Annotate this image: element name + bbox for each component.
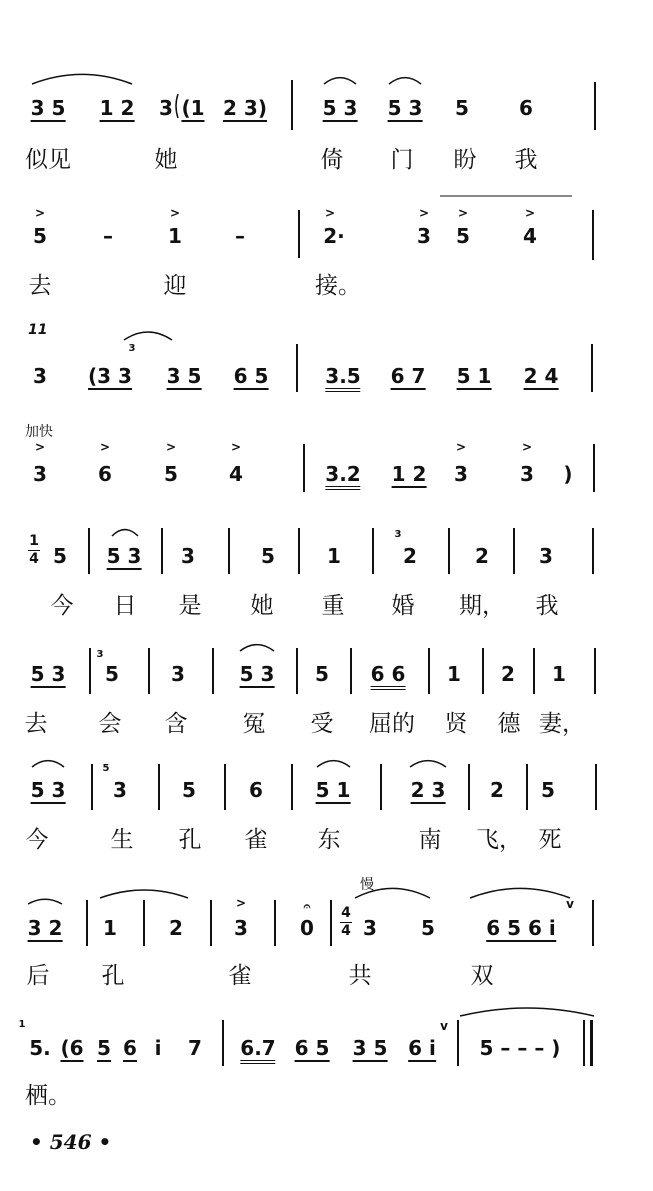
- slur: [317, 761, 350, 767]
- note: 4: [229, 462, 243, 486]
- note-group: 5 – – – ): [479, 1036, 561, 1060]
- note-group: 5 3: [387, 96, 423, 120]
- lyric: 迎: [163, 273, 187, 299]
- note: 5: [53, 544, 67, 568]
- lyric: 去: [28, 273, 52, 299]
- note: 2: [501, 662, 515, 686]
- note: 2: [490, 778, 504, 802]
- note-group: 3 5: [352, 1036, 388, 1060]
- note-group: 5 3: [30, 778, 66, 802]
- bar-line: [210, 900, 212, 946]
- lyric: 共: [348, 963, 372, 989]
- lyric: 雀: [228, 963, 252, 989]
- lyric: 死: [538, 827, 562, 853]
- time-signature: 1 4: [29, 533, 39, 567]
- slur: [389, 78, 421, 84]
- tempo-mark: 加快: [25, 424, 53, 440]
- accent-mark: >: [235, 896, 247, 910]
- slur: [240, 645, 274, 651]
- note: 0: [300, 916, 314, 940]
- lyric: 含: [164, 711, 188, 737]
- accent-mark: >: [165, 440, 177, 454]
- bar-line: [482, 648, 484, 694]
- breath-mark: v: [440, 1019, 448, 1033]
- lyric: 接。: [315, 273, 361, 299]
- lyric: 期，: [459, 593, 505, 619]
- lyric: 门: [390, 147, 414, 173]
- note-group: 3.2: [325, 462, 360, 490]
- final-bar-line: [590, 1020, 593, 1066]
- bar-line: [526, 764, 528, 810]
- rehearsal-mark: 11: [28, 322, 48, 338]
- bar-line: [592, 210, 594, 260]
- note: 3: [520, 462, 534, 486]
- note: 5: [541, 778, 555, 802]
- note: 3: [417, 224, 431, 248]
- slur: [112, 530, 138, 536]
- bar-line: [158, 764, 160, 810]
- bar-line: [592, 900, 594, 946]
- lyric: 她: [154, 147, 178, 173]
- note: 3: [181, 544, 195, 568]
- grace-note: 1: [18, 1019, 26, 1030]
- lyric: 屈的: [369, 711, 415, 737]
- accent-mark: >: [418, 206, 430, 220]
- bar-line: [298, 210, 300, 258]
- note-group: 6 5: [294, 1036, 330, 1060]
- bar-line: [513, 528, 515, 574]
- note-group: 6 6: [371, 662, 406, 690]
- lyric: 去: [24, 711, 48, 737]
- lyric: 后: [26, 963, 50, 989]
- note-group: 5 3: [106, 544, 142, 568]
- bar-line: [88, 528, 90, 574]
- note-group: 6.7: [240, 1036, 275, 1064]
- note: 5: [33, 224, 47, 248]
- note: 5: [421, 916, 435, 940]
- note: 3: [539, 544, 553, 568]
- note-group: 3.5: [325, 364, 360, 392]
- note-group: 1 2: [391, 462, 427, 486]
- accent-mark: >: [457, 206, 469, 220]
- slur: [124, 332, 172, 340]
- lyric: 重: [321, 593, 345, 619]
- bar-line: [212, 648, 214, 694]
- bar-line: [330, 900, 332, 946]
- bar-line: [583, 1020, 585, 1066]
- bar-line: [296, 648, 298, 694]
- bar-line: [350, 648, 352, 694]
- note: 5.: [29, 1036, 51, 1060]
- note: 7: [188, 1036, 202, 1060]
- note: 3: [234, 916, 248, 940]
- note: 5: [455, 96, 469, 120]
- note: 1: [168, 224, 182, 248]
- bar-line: [468, 764, 470, 810]
- lyric: 生: [110, 827, 134, 853]
- bar-line: [291, 80, 293, 130]
- note: 1: [103, 916, 117, 940]
- bar-line: [161, 528, 163, 574]
- accent-mark: >: [455, 440, 467, 454]
- bar-line: [457, 1020, 459, 1066]
- note-group: 5 3: [239, 662, 275, 686]
- bar-line: [228, 528, 230, 574]
- note-group: 6 5: [233, 364, 269, 388]
- note-group: 6 5 6 i: [486, 916, 556, 940]
- lyric: 我: [535, 593, 559, 619]
- lyric: 她: [250, 593, 274, 619]
- lyric: 倚: [320, 147, 344, 173]
- note: 6: [123, 1036, 137, 1060]
- slur: [100, 890, 188, 898]
- lyric: 是: [178, 593, 202, 619]
- lyric: 孔: [101, 963, 125, 989]
- note: i: [154, 1036, 162, 1060]
- bar-line: [595, 764, 597, 810]
- note: 6: [98, 462, 112, 486]
- note-group: 3 5: [30, 96, 66, 120]
- bar-line: [86, 900, 88, 946]
- bar-line: [291, 764, 293, 810]
- note-group: 1 2: [99, 96, 135, 120]
- note: 5: [261, 544, 275, 568]
- lyric: 冤: [242, 711, 266, 737]
- accent-mark: >: [524, 206, 536, 220]
- grace-note: 3: [394, 529, 402, 540]
- bar-line: [380, 764, 382, 810]
- bar-line: [448, 528, 450, 574]
- note-group: 6 7: [390, 364, 426, 388]
- accent-mark: >: [169, 206, 181, 220]
- lyric: 德: [497, 711, 521, 737]
- lyric: 会: [98, 711, 122, 737]
- bar-line: [143, 900, 145, 946]
- note: 3: [171, 662, 185, 686]
- note: 1: [552, 662, 566, 686]
- close-paren: ): [563, 462, 573, 486]
- lyric: 雀: [244, 827, 268, 853]
- note: 6: [249, 778, 263, 802]
- note: 5: [97, 1036, 111, 1060]
- lyric: 栖。: [25, 1083, 71, 1109]
- note-group: 2 4: [523, 364, 559, 388]
- note: 4: [523, 224, 537, 248]
- note: (1: [181, 96, 205, 120]
- slur: [410, 761, 446, 767]
- dash: –: [103, 224, 113, 248]
- grace-note: 3: [128, 343, 136, 354]
- note: 2: [169, 916, 183, 940]
- note: 2: [475, 544, 489, 568]
- note-group: 3 2: [27, 916, 63, 940]
- note: 6: [519, 96, 533, 120]
- bar-line: [372, 528, 374, 574]
- note: 1: [447, 662, 461, 686]
- note: 3: [159, 96, 173, 120]
- lyric: 婚: [391, 593, 415, 619]
- lyric: 日: [113, 593, 137, 619]
- lyric: 双: [470, 963, 494, 989]
- lyric: 似见: [25, 147, 71, 173]
- note: 3: [454, 462, 468, 486]
- bar-line: [274, 900, 276, 946]
- bar-line: [593, 444, 595, 492]
- bar-line: [594, 648, 596, 694]
- lyric: 今: [50, 593, 74, 619]
- slur: [324, 78, 356, 84]
- bar-line: [91, 764, 93, 810]
- lyric: 孔: [178, 827, 202, 853]
- accent-mark: >: [230, 440, 242, 454]
- note: 3: [33, 364, 47, 388]
- lyric: 东: [317, 827, 341, 853]
- note: (6: [60, 1036, 84, 1060]
- grace-note: 5: [102, 763, 110, 774]
- slur: [32, 761, 64, 767]
- note: 5: [315, 662, 329, 686]
- bar-line: [428, 648, 430, 694]
- note-group: 5 1: [456, 364, 492, 388]
- bar-line: [592, 528, 594, 574]
- bar-line: [222, 1020, 224, 1066]
- slur: [28, 899, 62, 904]
- note: 3: [113, 778, 127, 802]
- note-group: 2 3): [223, 96, 267, 120]
- accent-mark: >: [99, 440, 111, 454]
- note: 2·: [323, 224, 345, 248]
- note-group: 3 5: [166, 364, 202, 388]
- bar-line: [591, 344, 593, 392]
- note: 5: [105, 662, 119, 686]
- dash: –: [235, 224, 245, 248]
- note-group: 5 1: [315, 778, 351, 802]
- lyric: 我: [514, 147, 538, 173]
- breath-mark: v: [566, 897, 574, 911]
- bar-line: [89, 648, 91, 694]
- note: 3: [363, 916, 377, 940]
- page-number: • 546 •: [30, 1130, 112, 1154]
- fermata: 𝄐: [303, 899, 311, 913]
- note-group: (3 3: [88, 364, 132, 388]
- bar-line: [303, 444, 305, 492]
- slur: [460, 1008, 594, 1016]
- note-group: 5 3: [30, 662, 66, 686]
- lyric: 盼: [453, 147, 477, 173]
- note: 5: [456, 224, 470, 248]
- accent-mark: >: [521, 440, 533, 454]
- note: 5: [164, 462, 178, 486]
- note: 1: [327, 544, 341, 568]
- bar-line: [298, 528, 300, 574]
- bar-line: [224, 764, 226, 810]
- bar-line: [296, 344, 298, 392]
- note: 5: [182, 778, 196, 802]
- note-group: 6 i: [408, 1036, 436, 1060]
- lyric: 今: [25, 827, 49, 853]
- lyric: 南: [418, 827, 442, 853]
- lyric: 飞，: [476, 827, 522, 853]
- lyric: 妻，: [539, 711, 585, 737]
- slur: [32, 74, 132, 84]
- lyric: 受: [310, 711, 334, 737]
- bar-line: [533, 648, 535, 694]
- paren-stroke: [176, 94, 178, 118]
- slur: [470, 888, 570, 898]
- bar-line: [594, 82, 596, 130]
- accent-mark: >: [324, 206, 336, 220]
- time-signature: 4 4: [341, 905, 351, 939]
- grace-note: 3: [96, 649, 104, 660]
- note-group: 2 3: [410, 778, 446, 802]
- accent-mark: >: [34, 440, 46, 454]
- note: 2: [403, 544, 417, 568]
- tempo-mark: 慢: [360, 877, 374, 893]
- lyric: 贤: [444, 711, 468, 737]
- note-group: 5 3: [322, 96, 358, 120]
- note: 3: [33, 462, 47, 486]
- accent-mark: >: [34, 206, 46, 220]
- bar-line: [148, 648, 150, 694]
